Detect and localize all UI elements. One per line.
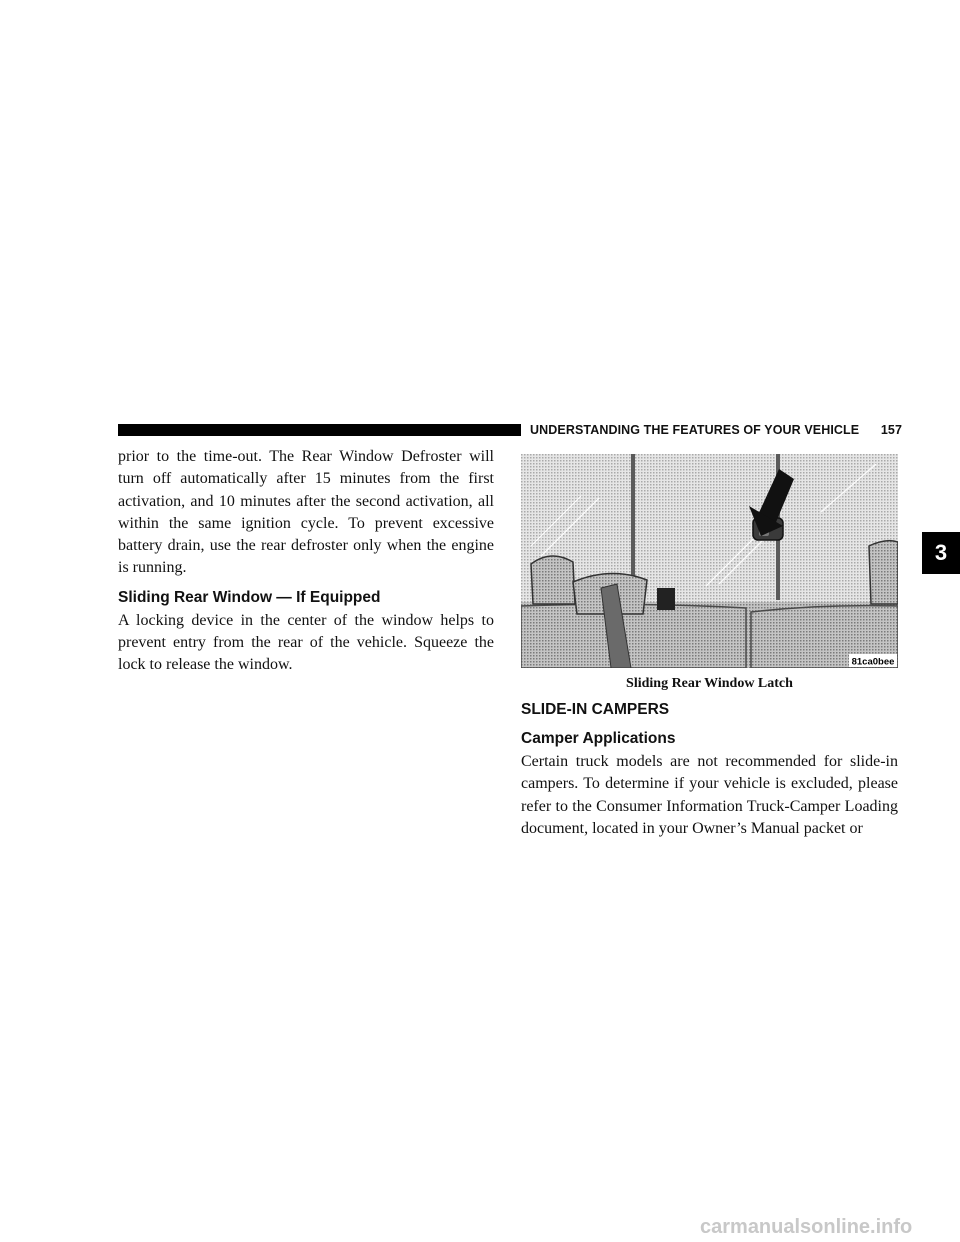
sliding-window-paragraph: A locking device in the center of the window helps to prevent entry from the rear of the vehicle. Squeeze the lock to release the window. (118, 611, 494, 674)
slide-in-campers-heading: SLIDE-IN CAMPERS (521, 701, 670, 718)
watermark: carmanualsonline.info (700, 1216, 913, 1238)
intro-paragraph: prior to the time-out. The Rear Window Defroster will turn off automatically after 15 minutes from the first activation, and 10 minutes after the second activation, all within the same ignition cycle. To prevent excessive battery drain, use the rear defroster only when the engine is running. (118, 448, 494, 577)
chapter-tab[interactable]: 3 (922, 532, 960, 574)
sliding-window-heading: Sliding Rear Window — If Equipped (118, 588, 381, 606)
camper-applications-paragraph: Certain truck models are not recommended for slide-in campers. To determine if your vehicle is excluded, please refer to the Consumer Information Truck-Camper Loading document, located in your Owner’s Manual packet or (521, 753, 898, 837)
headrest-right (869, 541, 898, 604)
header-title: UNDERSTANDING THE FEATURES OF YOUR VEHICLE (530, 423, 860, 437)
running-header (530, 420, 902, 440)
left-column (118, 446, 494, 677)
figure-sliding-window-latch (521, 454, 898, 668)
latch-illustration (521, 454, 898, 668)
camper-applications-heading: Camper Applications (521, 730, 676, 747)
headrest-left (531, 556, 575, 604)
seat-belt-buckle (657, 588, 675, 610)
figure-caption: Sliding Rear Window Latch (626, 676, 793, 691)
right-column (521, 454, 898, 840)
figure-code: 81ca0bee (851, 656, 895, 668)
header-rule (118, 424, 521, 436)
page-number: 157 (880, 423, 902, 437)
window-divider-left (631, 454, 635, 588)
